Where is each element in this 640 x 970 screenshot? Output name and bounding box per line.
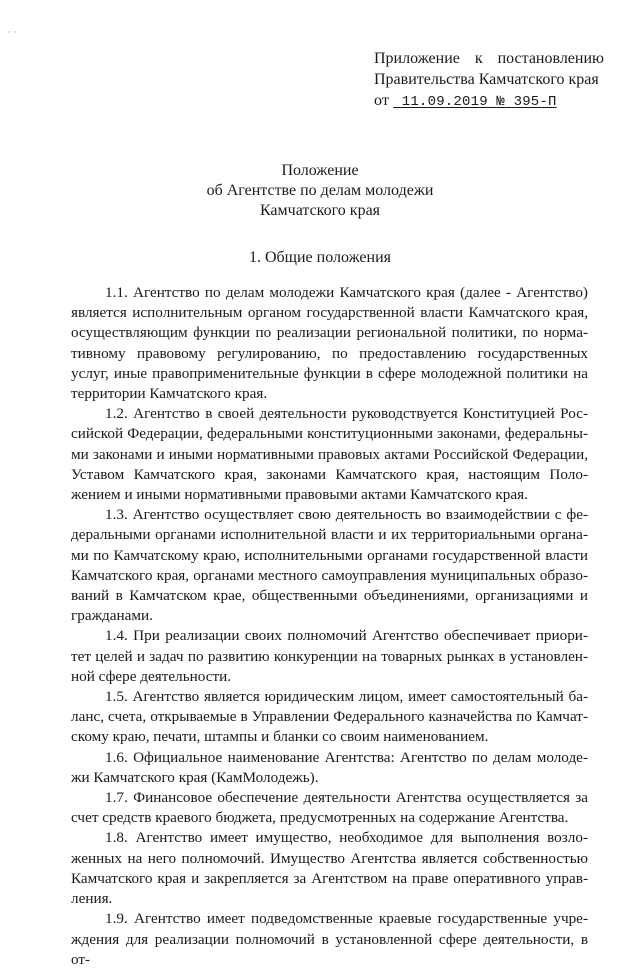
paragraph-1-8: 1.8. Агентство имеет имущество, необходимое для выполнения возложенных на него полномочий. Имущество Агентства является собственностью Камчатского края и закрепляется за Агентством на праве оперативного управления. — [71, 829, 588, 908]
paragraph-1-2: 1.2. Агентство в своей деятельности руководствуется Конституцией Российской Федерации, федеральными конституционными законами, федеральными законами и иными нормативными правовых актами Российской Федерации, Уставом Камчатского края, законами Камчатского края, настоящим Положением и иными нормативными правовыми актами Камчатского края. — [71, 405, 588, 504]
title-line-3: Камчатского края — [259, 202, 381, 219]
appendix-word-3: постановлению — [497, 50, 604, 67]
paragraph-1-7: 1.7. Финансовое обеспечение деятельности Агентства осуществляется за счет средств краевого бюджета, предусмотренных на содержание Агентства. — [71, 789, 588, 827]
paragraph-1-1: 1.1. Агентство по делам молодежи Камчатского края (далее - Агентство) является исполнительным органом государственной власти Камчатского края, осуществляющим функции по реализации региональной политики, по нормативному правовому регулированию, по предоставлению государственных услуг, иные правоприменительные функции в сфере молодежной политики на территории Камчатского края. — [71, 284, 588, 403]
title-line-1: Положение — [281, 162, 359, 179]
appendix-header — [374, 48, 604, 113]
document-body — [71, 283, 588, 970]
appendix-date-line — [374, 90, 604, 113]
title-line-2: об Агентстве по делам молодежи — [206, 182, 434, 199]
appendix-word-2: к — [474, 50, 483, 67]
paragraph-1-9: 1.9. Агентство имеет подведомственные краевые государственные учреждения для реализации полномочий в установленной сфере деятельности, в от- — [71, 910, 588, 968]
paragraph-1-3: 1.3. Агентство осуществляет свою деятельность во взаимодействии с федеральными органами исполнительной власти и их территориальными органами по Камчатскому краю, исполнительными органами государственной власти Камчатского края, органами местного самоуправления муниципальных образований в Камчатском крае, общественными объединениями, организациями и гражданами. — [71, 506, 588, 625]
appendix-word-1: Приложение — [374, 50, 460, 67]
paragraph-1-4: 1.4. При реализации своих полномочий Агентство обеспечивает приоритет целей и задач по развитию конкуренции на товарных рынках в установленной сфере деятельности. — [71, 627, 588, 685]
section-heading: 1. Общие положения — [248, 249, 392, 266]
document-title — [0, 161, 640, 221]
date-prefix: от — [374, 92, 390, 109]
appendix-header-line-2: Правительства Камчатского края — [374, 71, 599, 88]
resolution-date: 11.09.2019 — [393, 94, 497, 110]
paragraph-1-6: 1.6. Официальное наименование Агентства: Агентство по делам молодежи Камчатского края (КамМолодежь). — [71, 748, 588, 786]
paragraph-1-5: 1.5. Агентство является юридическим лицом, имеет самостоятельный баланс, счета, открываемые в Управлении Федерального казначейства по Камчатскому краю, печати, штампы и бланки со своим наименованием. — [71, 688, 588, 746]
scan-mark: · · — [8, 28, 17, 38]
resolution-number: № 395-П — [496, 94, 557, 110]
appendix-header-line-1 — [374, 48, 604, 69]
